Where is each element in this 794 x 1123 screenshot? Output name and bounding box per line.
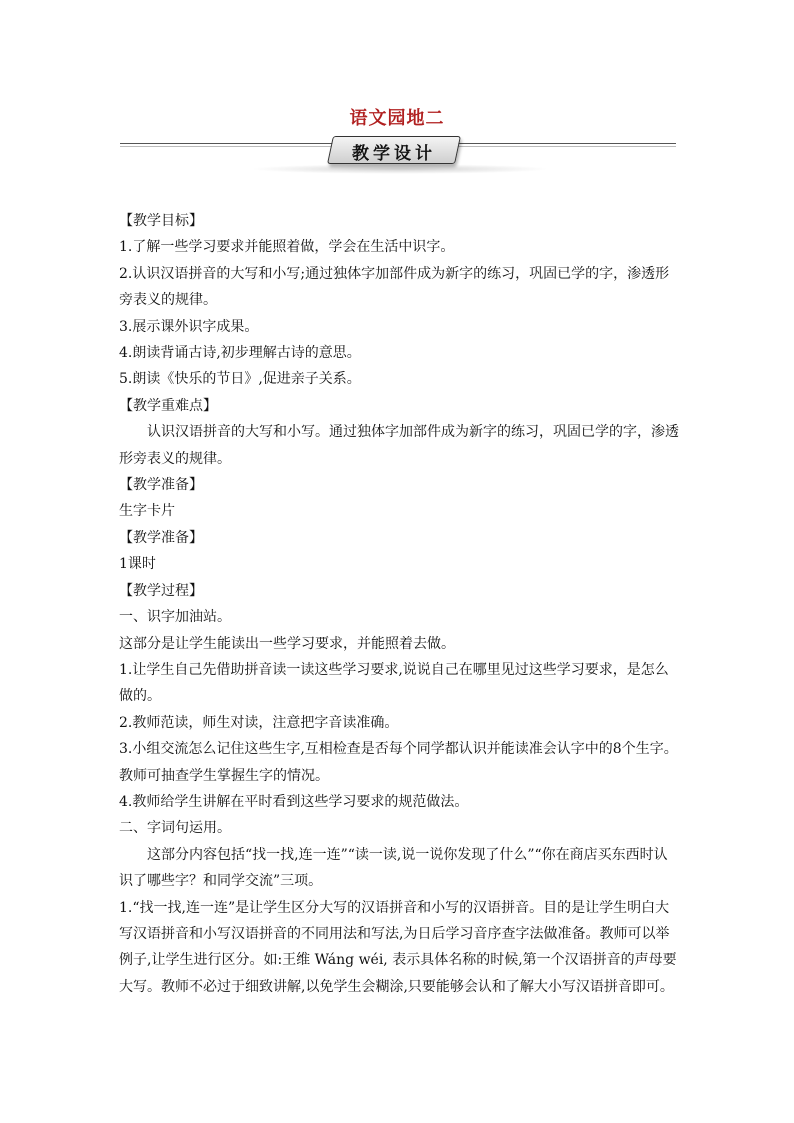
paragraph: 1.“找一找,连一连”是让学生区分大写的汉语拼音和小写的汉语拼音。目的是让学生明白大写汉语拼音和小写汉语拼音的不同用法和写法,为日后学习音序查字法做准备。教师可以举例子,让学生进行区分。如:王维 Wáng wéi, 表示具体名称的时候,第一个汉语拼音的声母要大写。教师不必过于细致讲解,以免学生会糊涂,只要能够会认和了解大小写汉语拼音即可。	[119, 899, 677, 995]
paragraph: 1.让学生自己先借助拼音读一读这些学习要求,说说自己在哪里见过这些学习要求，是怎么做的。	[119, 661, 669, 705]
paragraph: 1课时	[119, 556, 156, 573]
paragraph: 2.教师范读，师生对读，注意把字音读准确。	[119, 714, 399, 731]
paragraph: 【教学目标】	[119, 213, 203, 229]
paragraph: 这部分是让学生能读出一些学习要求，并能照着去做。	[119, 635, 455, 652]
paragraph: 【教学准备】	[119, 477, 203, 494]
paragraph: 2.认识汉语拼音的大写和小写;通过独体字加部件成为新字的练习，巩固已学的字，渗透形旁表义的规律。	[119, 265, 670, 309]
banner-label: 教学设计	[352, 144, 436, 164]
paragraph: 3.小组交流怎么记住这些生字,互相检查是否每个同学都认识并能读准会认字中的8个生字。教师可抽查学生掌握生字的情况。	[119, 741, 678, 784]
page-title: 语文园地二	[349, 108, 445, 129]
paragraph: 1.了解一些学习要求并能照着做，学会在生活中识字。	[119, 239, 455, 256]
paragraph: 【教学过程】	[119, 582, 203, 599]
paragraph: 4.教师给学生讲解在平时看到这些学习要求的规范做法。	[119, 793, 469, 810]
paragraph: 认识汉语拼音的大写和小写。通过独体字加部件成为新字的练习，巩固已学的字，渗透形旁表义的规律。	[119, 424, 679, 467]
paragraph: 3.展示课外识字成果。	[119, 318, 259, 335]
paragraph: 【教学重难点】	[119, 397, 217, 414]
paragraph: 5.朗读《快乐的节日》,促进亲子关系。	[119, 371, 361, 388]
paragraph: 一、识字加油站。	[119, 609, 231, 626]
paragraph: 二、字词句运用。	[119, 820, 231, 837]
banner-shadow	[250, 164, 550, 174]
document-body	[119, 208, 679, 1000]
paragraph: 这部分内容包括“找一找,连一连”“读一读,说一说你发现了什么”“你在商店买东西时认识了哪些字？和同学交流”三项。	[119, 846, 668, 890]
paragraph: 4.朗读背诵古诗,初步理解古诗的意思。	[119, 345, 361, 362]
paragraph: 生字卡片	[119, 503, 175, 520]
section-banner	[120, 134, 676, 180]
paragraph: 【教学准备】	[119, 529, 203, 546]
